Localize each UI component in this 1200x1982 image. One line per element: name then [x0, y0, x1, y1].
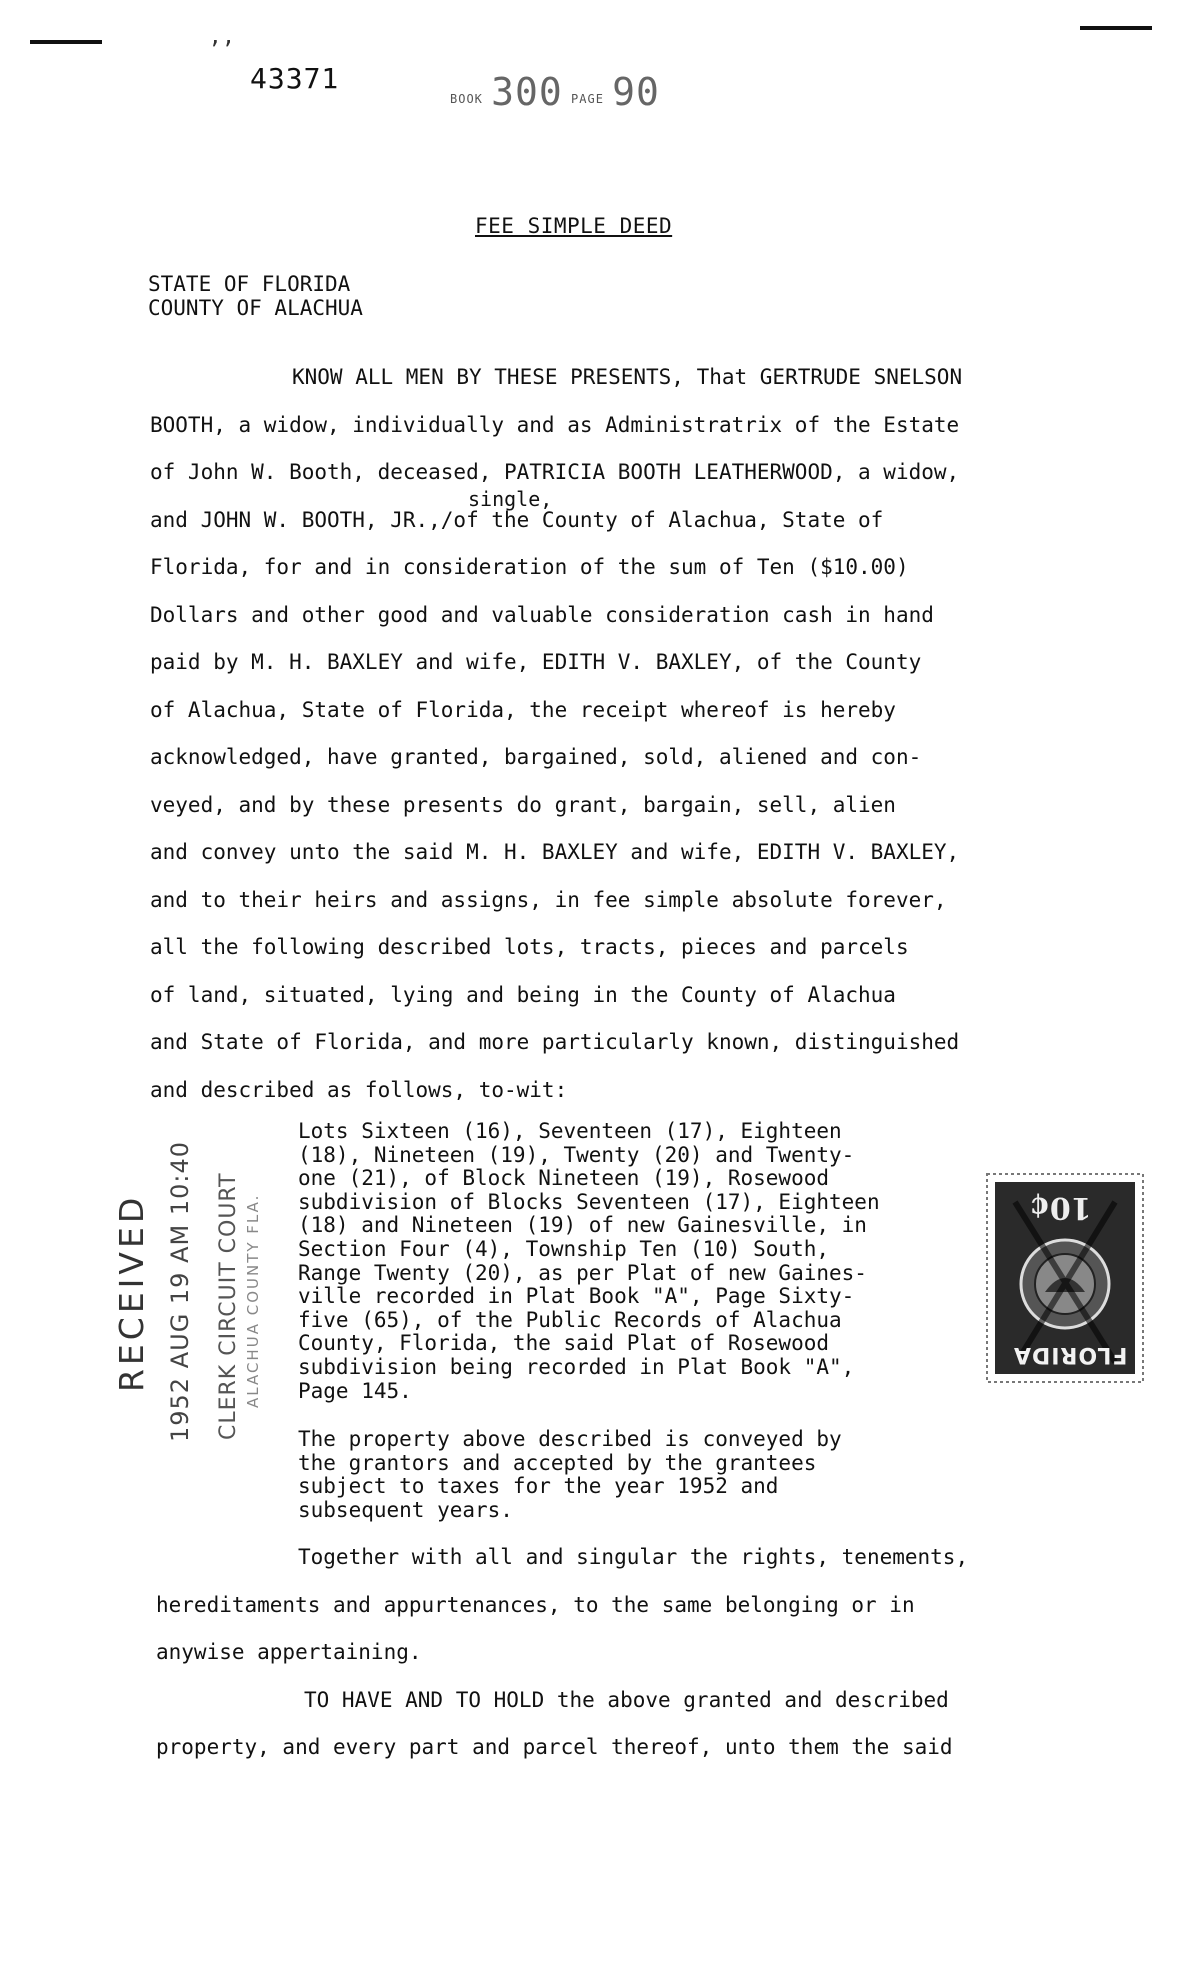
tax-clause: [298, 1428, 978, 1522]
legal-line: subdivision of Blocks Seventeen (17), Eighteen: [298, 1189, 880, 1214]
body-line: Florida, for and in consideration of the sum of Ten ($10.00): [150, 555, 909, 579]
body-line: paid by M. H. BAXLEY and wife, EDITH V. BAXLEY, of the County: [150, 650, 922, 674]
revenue-stamp-state: FLORIDA: [1013, 1342, 1128, 1367]
legal-line: five (65), of the Public Records of Alachua: [298, 1307, 842, 1332]
county-caption: COUNTY OF ALACHUA: [148, 296, 363, 320]
legal-line: subdivision being recorded in Plat Book "A",: [298, 1354, 855, 1379]
granting-clause: [150, 354, 1190, 1114]
closing-line: Together with all and singular the rights, tenements,: [298, 1545, 969, 1569]
tax-line: The property above described is conveyed by: [298, 1427, 842, 1451]
county-stamp-text: ALACHUA COUNTY FLA.: [244, 1193, 262, 1408]
tax-line: subject to taxes for the year 1952 and: [298, 1474, 779, 1499]
revenue-stamp-value: 10¢: [1029, 1190, 1092, 1225]
received-stamp: RECEIVED: [112, 1193, 151, 1392]
state-caption: STATE OF FLORIDA: [148, 272, 351, 296]
book-page-stamp: [450, 70, 660, 114]
legal-line: one (21), of Block Nineteen (19), Rosewood: [298, 1166, 830, 1191]
page-label: PAGE: [571, 92, 604, 106]
body-line: of John W. Booth, deceased, PATRICIA BOOTH LEATHERWOOD, a widow,: [150, 460, 960, 484]
legal-description: [298, 1120, 978, 1403]
document-number: 43371: [250, 62, 340, 95]
legal-line: Page 145.: [298, 1378, 412, 1403]
body-line: acknowledged, have granted, bargained, sold, aliened and con-: [150, 745, 922, 769]
venue-caption: [148, 272, 363, 320]
closing-line: TO HAVE AND TO HOLD the above granted and described: [304, 1687, 949, 1712]
revenue-stamp: [985, 1172, 1145, 1384]
closing-line: anywise appertaining.: [156, 1640, 422, 1664]
received-date: 1952 AUG 19 AM 10:40: [166, 1140, 194, 1442]
top-right-rule: [1080, 26, 1152, 30]
body-line: of Alachua, State of Florida, the receipt whereof is hereby: [150, 697, 896, 722]
tax-line: the grantors and accepted by the grantees: [298, 1450, 817, 1475]
book-number: 300: [491, 70, 563, 114]
closing-line: hereditaments and appurtenances, to the same belonging or in: [156, 1592, 915, 1617]
deed-title: FEE SIMPLE DEED: [475, 214, 673, 238]
body-line: and convey unto the said M. H. BAXLEY and wife, EDITH V. BAXLEY,: [150, 840, 960, 864]
page-number: 90: [612, 70, 660, 114]
tax-line: subsequent years.: [298, 1497, 513, 1522]
habendum-clause: [156, 1534, 1196, 1772]
body-line: of land, situated, lying and being in the County of Alachua: [150, 982, 896, 1007]
body-line: and JOHN W. BOOTH, JR.,/of the County of Alachua, State of: [150, 507, 884, 532]
clerk-circuit-court: CLERK CIRCUIT COURT: [216, 1172, 241, 1440]
legal-line: ville recorded in Plat Book "A", Page Sixty-: [298, 1284, 855, 1309]
closing-line: property, and every part and parcel thereof, unto them the said: [156, 1735, 953, 1759]
body-line: BOOTH, a widow, individually and as Administratrix of the Estate: [150, 412, 960, 437]
body-line: and State of Florida, and more particularly known, distinguished: [150, 1030, 960, 1054]
legal-line: Range Twenty (20), as per Plat of new Gaines-: [298, 1260, 867, 1285]
book-label: BOOK: [450, 92, 483, 106]
body-line: all the following described lots, tracts, pieces and parcels: [150, 935, 909, 959]
legal-line: (18) and Nineteen (19) of new Gainesville, in: [298, 1213, 867, 1238]
body-line: Dollars and other good and valuable consideration cash in hand: [150, 602, 934, 627]
tick-mark: ’’: [208, 38, 235, 63]
top-left-rule: [30, 40, 102, 44]
legal-line: (18), Nineteen (19), Twenty (20) and Twenty-: [298, 1142, 855, 1167]
body-line: and described as follows, to-wit:: [150, 1077, 568, 1102]
body-line: KNOW ALL MEN BY THESE PRESENTS, That GERTRUDE SNELSON: [292, 365, 963, 389]
legal-line: County, Florida, the said Plat of Rosewood: [298, 1331, 830, 1356]
body-line: veyed, and by these presents do grant, bargain, sell, alien: [150, 792, 896, 817]
interlineation: single,: [468, 487, 553, 511]
body-line: and to their heirs and assigns, in fee simple absolute forever,: [150, 887, 947, 912]
legal-line: Lots Sixteen (16), Seventeen (17), Eighteen: [298, 1119, 842, 1143]
legal-line: Section Four (4), Township Ten (10) South,: [298, 1236, 830, 1261]
